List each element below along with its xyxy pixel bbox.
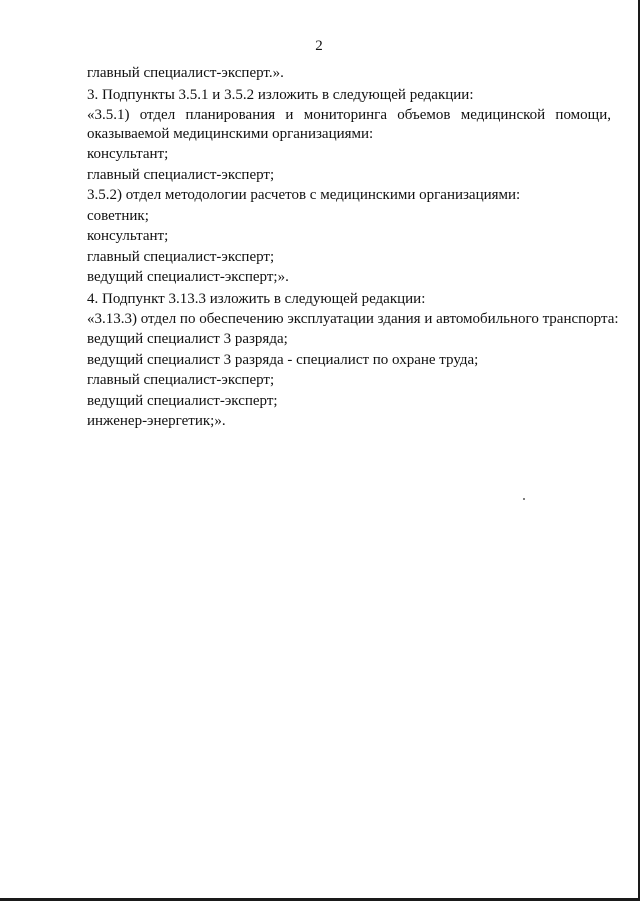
text-line-5: консультант; [87,146,169,162]
text-line-16: главный специалист-эксперт; [87,372,275,388]
text-line-9: консультант; [87,228,169,244]
text-line-1: главный специалист-эксперт.». [87,65,284,81]
page-number: 2 [315,38,323,54]
text-line-15: ведущий специалист 3 разряда - специалист по охране труда; [87,352,479,368]
text-line-17: ведущий специалист-эксперт; [87,393,278,409]
text-line-10: главный специалист-эксперт; [87,249,275,265]
text-line-13: «3.13.3) отдел по обеспечению эксплуатации здания и автомобильного транспорта: [87,311,619,327]
text-line-6: главный специалист-эксперт; [87,167,275,183]
text-line-4: оказываемой медицинскими организациями: [87,126,374,142]
text-line-7: 3.5.2) отдел методологии расчетов с медицинскими организациями: [87,187,521,203]
text-line-3: «3.5.1) отдел планирования и мониторинга объемов медицинской помощи, [87,107,611,123]
text-line-2: 3. Подпункты 3.5.1 и 3.5.2 изложить в следующей редакции: [87,87,474,103]
text-line-8: советник; [87,208,149,224]
text-line-18: инженер-энергетик;». [87,413,226,429]
text-line-14: ведущий специалист 3 разряда; [87,331,288,347]
text-line-11: ведущий специалист-эксперт;». [87,269,289,285]
text-line-12: 4. Подпункт 3.13.3 изложить в следующей редакции: [87,291,426,307]
scan-speck [523,498,525,500]
